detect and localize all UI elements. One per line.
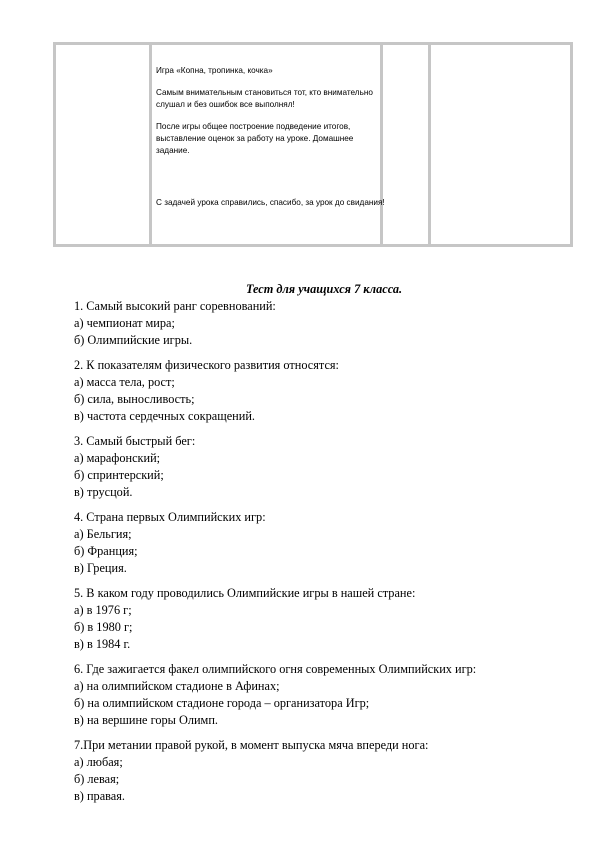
question-block (74, 509, 574, 577)
question-list (74, 298, 574, 805)
question-text: 2. К показателям физического развития относятся: (74, 358, 339, 372)
answer-option: б) спринтерский; (74, 468, 164, 482)
table-cell-content (156, 65, 386, 209)
question-block (74, 357, 574, 425)
question-text: 7.При метании правой рукой, в момент выпуска мяча впереди нога: (74, 738, 429, 752)
test-title: Тест для учащихся 7 класса. (245, 282, 403, 296)
question-block (74, 585, 574, 653)
answer-option: б) левая; (74, 772, 120, 786)
answer-option: в) Греция. (74, 561, 127, 575)
answer-option: в) трусцой. (74, 485, 133, 499)
answer-option: а) в 1976 г; (74, 603, 132, 617)
answer-option: б) сила, выносливость; (74, 392, 195, 406)
answer-option: в) частота сердечных сокращений. (74, 409, 255, 423)
question-block (74, 737, 574, 805)
answer-option: а) марафонский; (74, 451, 161, 465)
answer-option: б) Олимпийские игры. (74, 333, 193, 347)
lesson-table (53, 42, 573, 247)
table-divider (428, 45, 431, 244)
answer-option: в) на вершине горы Олимп. (74, 713, 218, 727)
question-block (74, 661, 574, 729)
test-section (74, 281, 574, 805)
answer-option: а) на олимпийском стадионе в Афинах; (74, 679, 280, 693)
answer-option: а) любая; (74, 755, 123, 769)
cell-paragraph: После игры общее построение подведение итогов, выставление оценок за работу на уроке. Домашнее задание. (156, 122, 354, 155)
answer-option: б) на олимпийском стадионе города – организатора Игр; (74, 696, 370, 710)
answer-option: а) чемпионат мира; (74, 316, 175, 330)
answer-option: а) масса тела, рост; (74, 375, 175, 389)
question-text: 3. Самый быстрый бег: (74, 434, 196, 448)
question-text: 4. Страна первых Олимпийских игр: (74, 510, 266, 524)
answer-option: в) правая. (74, 789, 125, 803)
question-text: 6. Где зажигается факел олимпийского огня современных Олимпийских игр: (74, 662, 477, 676)
cell-paragraph: С задачей урока справились, спасибо, за урок до свидания! (156, 198, 385, 207)
answer-option: а) Бельгия; (74, 527, 132, 541)
answer-option: б) в 1980 г; (74, 620, 133, 634)
cell-paragraph: Самым внимательным становиться тот, кто внимательно слушал и без ошибок все выполнял! (156, 88, 373, 109)
question-text: 1. Самый высокий ранг соревнований: (74, 299, 276, 313)
answer-option: в) в 1984 г. (74, 637, 131, 651)
table-divider (149, 45, 152, 244)
question-text: 5. В каком году проводились Олимпийские игры в нашей стране: (74, 586, 416, 600)
question-block (74, 433, 574, 501)
answer-option: б) Франция; (74, 544, 138, 558)
cell-paragraph: Игра «Копна, тропинка, кочка» (156, 66, 273, 75)
question-block (74, 298, 574, 349)
